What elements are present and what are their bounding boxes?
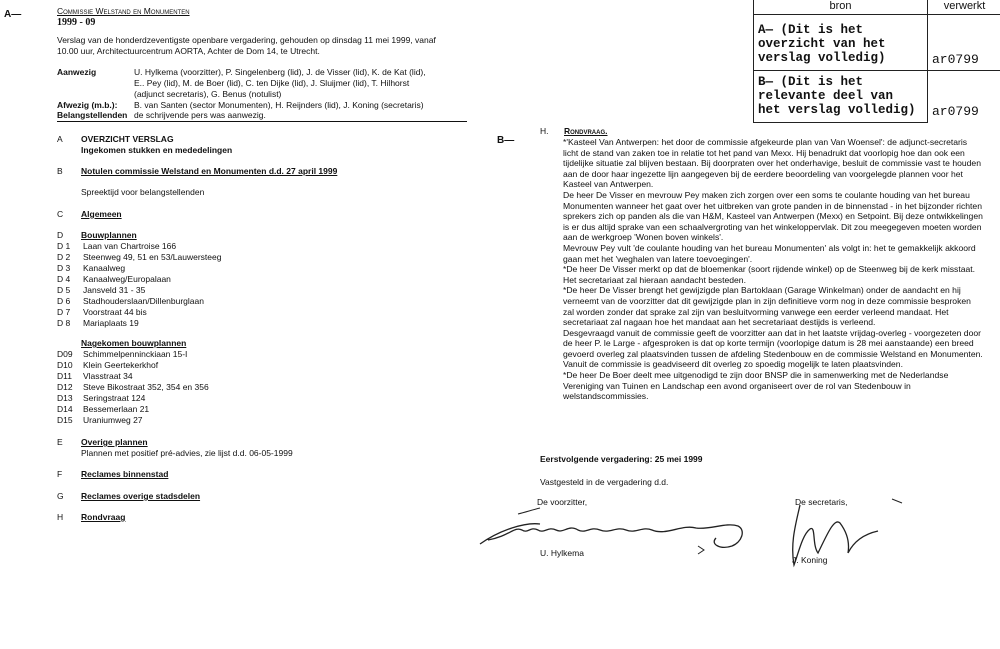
paragraph: *De heer De Boer deelt mee uitgenodigd te zijn door BNSP die in samenwerking met de Nederlandse Vereniging van Tuinen en Landschap een avond organiseert over de rol van Stedenbouw in welstandscommissies. xyxy=(563,370,949,402)
paragraph: *De heer De Visser brengt het gewijzigde plan Bartoklaan (Garage Winkelman) onder de aandacht en hij verneemt van de voorzitter dat dit gewijzigde plan in zijn definitieve vorm nog in deze commissie besproken zal worden zonder dat sprake zal zijn van besluitvorming vanwege een eerder verleend mandaat. Het secretariaat zal nagaan hoe het mandaat aan het secretariaat destijds is verleend. xyxy=(563,285,971,328)
d-item-code: D 8 xyxy=(57,318,71,328)
aanwezig-line-1: U. Hylkema (voorzitter), P. Singelenberg (lid), J. de Visser (lid), K. de Kat (lid), xyxy=(134,67,426,77)
nagekomen-text: Klein Geertekerkhof xyxy=(83,360,159,370)
d-item-text: Kanaalweg/Europalaan xyxy=(83,274,171,284)
paragraph: De heer De Visser en mevrouw Pey maken zich zorgen over een soms te coulante houding van het bureau Monumenten wanneer het gaat over het uitbreken van grote panden in de binnenstad - in het bijzonder richten sprekers zich op panden als die van H&M, Kasteel van Antwerpen (Mexx) en Setpoint. Bij deze ontwikkelingen is er dus altijd sprake van een schaalvergroting van het winkeloppervlak. Dit zou meegegeven moeten worden aan de werkgroep 'Wonen boven winkels'. xyxy=(563,189,983,243)
section-d-letter: D xyxy=(57,230,64,240)
aanwezig-line-3: (adjunct secretaris), G. Benus (notulist) xyxy=(134,89,282,99)
d-item xyxy=(57,263,125,274)
afwezig-text: B. van Santen (sector Monumenten), H. Reijnders (lid), J. Koning (secretaris) xyxy=(134,100,424,110)
chair-label: De voorzitter, xyxy=(537,497,588,507)
d-item-code: D 7 xyxy=(57,307,71,317)
section-e-title: Overige plannen xyxy=(81,437,148,447)
d-item-code: D 2 xyxy=(57,252,71,262)
d-item-text: Mariaplaats 19 xyxy=(83,318,139,328)
nagekomen-item xyxy=(57,415,143,426)
margin-marker-b: B— xyxy=(497,135,515,146)
d-item-code: D 6 xyxy=(57,296,71,306)
section-d xyxy=(57,230,137,241)
nagekomen-code: D12 xyxy=(57,382,73,392)
d-item-text: Kanaalweg xyxy=(83,263,126,273)
section-c xyxy=(57,209,122,220)
section-g-letter: G xyxy=(57,491,64,501)
nagekomen-text: Steve Bikostraat 352, 354 en 356 xyxy=(83,382,209,392)
section-h-title: Rondvraag xyxy=(81,512,126,522)
chair-name: U. Hylkema xyxy=(540,548,584,558)
rondvraag-heading xyxy=(540,126,608,137)
belangstellenden-text: de schrijvende pers was aanwezig. xyxy=(134,110,266,120)
d-item-text: Steenweg 49, 51 en 53/Lauwersteeg xyxy=(83,252,222,262)
section-b-title: Notulen commissie Welstand en Monumenten d.d. 27 april 1999 xyxy=(81,166,338,176)
intro-line-2: 10.00 uur, Architectuurcentrum AORTA, Achter de Dom 14, te Utrecht. xyxy=(57,46,320,56)
nagekomen-text: Uraniumweg 27 xyxy=(83,415,143,425)
nagekomen-text: Vlasstraat 34 xyxy=(83,371,133,381)
nagekomen-title: Nagekomen bouwplannen xyxy=(81,338,187,348)
paragraph: Desgevraagd vanuit de commissie geeft de voorzitter aan dat in het laatste vrijdag-overleg - voorgezeten door de heer P. le Large - afgesproken is dat op korte termijn (voorlopige datum is 28 mei aanstaande) een breed gevoerd overleg zal plaatsvinden tussen de afdeling Stedenbouw en de commissie Welstand en Monumenten. Vanuit de commissie is geadviseerd dit overleg zo spoedig mogelijk te laten plaatsvinden. xyxy=(563,327,983,370)
secretary-name: J. Koning xyxy=(792,555,828,565)
next-meeting: Eerstvolgende vergadering: 25 mei 1999 xyxy=(540,454,703,464)
d-item xyxy=(57,252,221,263)
section-d-title: Bouwplannen xyxy=(81,230,137,240)
section-a-title: OVERZICHT VERSLAG xyxy=(81,134,174,144)
nagekomen-text: Schimmelpenninckiaan 15-I xyxy=(83,349,188,359)
section-e-sub: Plannen met positief pré-advies, zie lijst d.d. 06-05-1999 xyxy=(81,448,293,458)
rondvraag-body xyxy=(563,137,983,402)
header-year: 1999 - 09 xyxy=(57,17,96,28)
nagekomen-text: Bessemerlaan 21 xyxy=(83,404,150,414)
d-item-text: Voorstraat 44 bis xyxy=(83,307,147,317)
header-divider xyxy=(57,121,467,122)
nagekomen-item xyxy=(57,393,145,404)
nagekomen-item xyxy=(57,349,187,360)
d-item xyxy=(57,307,147,318)
section-b-letter: B xyxy=(57,166,63,176)
nagekomen-text: Seringstraat 124 xyxy=(83,393,146,403)
section-f-title: Reclames binnenstad xyxy=(81,469,169,479)
paragraph: *'Kasteel Van Antwerpen: het door de commissie afgekeurde plan van Van Woensel': de adjunct-secretaris licht de stand van zaken toe in relatie tot het pand van Mexx. Hij benadrukt dat voorlopig hoe dan ook een tijdelijke situatie zal blijven bestaan. Bij doorpraten over het onderhavige, besluit de commissie vast te houden aan de door haar ingezette lijn aangegeven bij de eerdere beoordeling van voorgelegde plannen voor het Kasteel van Antwerpen. xyxy=(563,137,981,190)
nagekomen-code: D14 xyxy=(57,404,73,414)
section-g xyxy=(57,491,200,502)
section-a-sub: Ingekomen stukken en mededelingen xyxy=(81,145,233,155)
d-item-text: Stadhouderslaan/Dillenburglaan xyxy=(83,296,204,306)
belangstellenden-label: Belangstellenden xyxy=(57,110,128,120)
section-b xyxy=(57,166,337,177)
d-item-code: D 5 xyxy=(57,285,71,295)
section-e xyxy=(57,437,148,448)
bron-row-1-text: A— (Dit is het overzicht van het verslag volledig) xyxy=(754,14,928,70)
header-organisation: Commissie Welstand en Monumenten xyxy=(57,6,190,16)
nagekomen-code: D09 xyxy=(57,349,73,359)
margin-marker-a: A— xyxy=(4,9,22,20)
section-b-sub: Spreektijd voor belangstellenden xyxy=(81,187,205,197)
section-h xyxy=(57,512,125,523)
paragraph: Mevrouw Pey vult 'de coulante houding van het bureau Monumenten' als volgt in: het te gemakkelijk akkoord gaan met het 'weghalen van latere toevoegingen'. xyxy=(563,242,976,264)
section-c-title: Algemeen xyxy=(81,209,122,219)
nagekomen-item xyxy=(57,404,149,415)
d-item xyxy=(57,241,176,252)
nagekomen-code: D11 xyxy=(57,371,72,381)
section-a-letter: A xyxy=(57,134,63,144)
section-f xyxy=(57,469,168,480)
d-item-text: Laan van Chartroise 166 xyxy=(83,241,177,251)
section-h-letter: H xyxy=(57,512,64,522)
bron-row-2-text: B— (Dit is het relevante deel van het verslag volledig) xyxy=(754,70,928,122)
aanwezig-line-2: E.. Pey (lid), M. de Boer (lid), C. ten Dijke (lid), J. Sluijmer (lid), T. Hilhorst xyxy=(134,78,410,88)
nagekomen-code: D10 xyxy=(57,360,73,370)
d-item xyxy=(57,274,171,285)
aanwezig-label: Aanwezig xyxy=(57,67,97,77)
d-item-text: Jansveld 31 - 35 xyxy=(83,285,146,295)
d-item xyxy=(57,285,145,296)
rondvraag-title: Rondvraag. xyxy=(564,126,608,136)
section-f-letter: F xyxy=(57,469,63,479)
nagekomen-item xyxy=(57,360,158,371)
verwerkt-header: verwerkt xyxy=(928,0,1000,14)
afwezig-label: Afwezig (m.b.): xyxy=(57,100,118,110)
nagekomen-code: D13 xyxy=(57,393,73,403)
paragraph: *De heer De Visser merkt op dat de bloemenkar (soort rijdende winkel) op de Steenweg bij de kerk misstaat. Het secretariaat zal hieraan aandacht besteden. xyxy=(563,264,976,285)
vastgesteld-text: Vastgesteld in de vergadering d.d. xyxy=(540,477,669,487)
d-item xyxy=(57,318,139,329)
d-item-code: D 4 xyxy=(57,274,71,284)
chair-signature xyxy=(470,500,760,570)
d-item xyxy=(57,296,204,307)
section-e-letter: E xyxy=(57,437,63,447)
rondvraag-letter: H. xyxy=(540,126,549,136)
d-item-code: D 1 xyxy=(57,241,71,251)
secretary-signature xyxy=(760,495,920,575)
bron-table xyxy=(753,0,1000,123)
section-c-letter: C xyxy=(57,209,64,219)
bron-row-1-code: ar0799 xyxy=(928,14,1000,70)
intro-line-1: Verslag van de honderdzeventigste openbare vergadering, gehouden op dinsdag 11 mei 1999, vanaf xyxy=(57,35,436,45)
bron-row-2-code: ar0799 xyxy=(928,70,1000,122)
section-g-title: Reclames overige stadsdelen xyxy=(81,491,201,501)
nagekomen-item xyxy=(57,382,209,393)
section-a xyxy=(57,134,174,145)
nagekomen-item xyxy=(57,371,133,382)
bron-header: bron xyxy=(754,0,928,14)
d-item-code: D 3 xyxy=(57,263,71,273)
secretary-label: De secretaris, xyxy=(795,497,848,507)
nagekomen-code: D15 xyxy=(57,415,73,425)
